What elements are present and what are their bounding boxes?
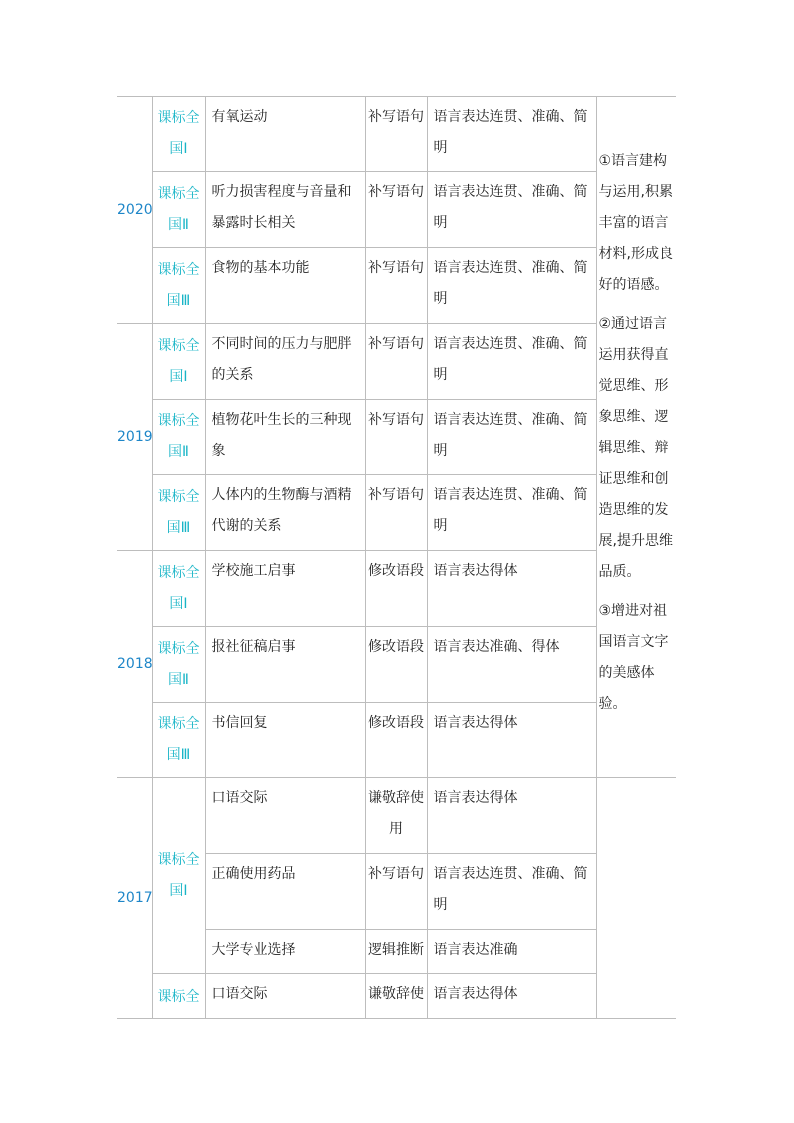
exam-analysis-table bbox=[117, 96, 676, 1019]
topic-cell: 口语交际 bbox=[205, 778, 365, 854]
table-row bbox=[117, 324, 676, 400]
source-cell: 课标全国Ⅱ bbox=[152, 172, 205, 248]
requirement-cell: 语言表达得体 bbox=[427, 703, 596, 778]
topic-cell: 食物的基本功能 bbox=[205, 248, 365, 324]
source-cell: 课标全国Ⅲ bbox=[152, 703, 205, 778]
topic-cell: 大学专业选择 bbox=[205, 930, 365, 974]
source-cell: 课标全国Ⅰ bbox=[152, 97, 205, 172]
type-cell: 补写语句 bbox=[365, 97, 427, 172]
topic-cell: 有氧运动 bbox=[205, 97, 365, 172]
goal-2: ②通过语言运用获得直觉思维、形象思维、逻辑思维、辩证思维和创造思维的发展,提升思维品质。 bbox=[598, 316, 673, 580]
goals-cell-empty bbox=[596, 778, 676, 1019]
topic-cell: 报社征稿启事 bbox=[205, 627, 365, 703]
source-cell: 课标全国Ⅱ bbox=[152, 400, 205, 475]
table-row bbox=[117, 778, 676, 854]
table-row bbox=[117, 974, 676, 1019]
table-row bbox=[117, 97, 676, 172]
table-row bbox=[117, 475, 676, 551]
type-cell: 补写语句 bbox=[365, 400, 427, 475]
topic-cell: 学校施工启事 bbox=[205, 551, 365, 627]
topic-cell: 植物花叶生长的三种现象 bbox=[205, 400, 365, 475]
year-cell: 2020 bbox=[117, 97, 152, 324]
requirement-cell: 语言表达连贯、准确、简明 bbox=[427, 172, 596, 248]
source-cell: 课标全 bbox=[152, 974, 205, 1019]
requirement-cell: 语言表达连贯、准确、简明 bbox=[427, 475, 596, 551]
type-cell: 谦敬辞使用 bbox=[365, 778, 427, 854]
table-row bbox=[117, 551, 676, 627]
table-row bbox=[117, 400, 676, 475]
requirement-cell: 语言表达连贯、准确、简明 bbox=[427, 248, 596, 324]
year-cell: 2019 bbox=[117, 324, 152, 551]
table-row bbox=[117, 627, 676, 703]
requirement-cell: 语言表达准确、得体 bbox=[427, 627, 596, 703]
topic-cell: 人体内的生物酶与酒精代谢的关系 bbox=[205, 475, 365, 551]
topic-cell: 口语交际 bbox=[205, 974, 365, 1019]
type-cell: 修改语段 bbox=[365, 703, 427, 778]
requirement-cell: 语言表达连贯、准确、简明 bbox=[427, 400, 596, 475]
topic-cell: 听力损害程度与音量和暴露时长相关 bbox=[205, 172, 365, 248]
table-row bbox=[117, 703, 676, 778]
type-cell: 补写语句 bbox=[365, 854, 427, 930]
requirement-cell: 语言表达得体 bbox=[427, 974, 596, 1019]
source-cell: 课标全国Ⅱ bbox=[152, 627, 205, 703]
type-cell: 修改语段 bbox=[365, 551, 427, 627]
source-cell: 课标全国Ⅲ bbox=[152, 248, 205, 324]
source-cell: 课标全国Ⅰ bbox=[152, 778, 205, 974]
requirement-cell: 语言表达得体 bbox=[427, 551, 596, 627]
requirement-cell: 语言表达连贯、准确、简明 bbox=[427, 324, 596, 400]
type-cell: 修改语段 bbox=[365, 627, 427, 703]
type-cell: 补写语句 bbox=[365, 324, 427, 400]
topic-cell: 不同时间的压力与肥胖的关系 bbox=[205, 324, 365, 400]
goals-cell bbox=[596, 97, 676, 778]
source-cell: 课标全国Ⅲ bbox=[152, 475, 205, 551]
goal-3: ③增进对祖国语言文字的美感体验。 bbox=[598, 603, 669, 712]
year-cell: 2018 bbox=[117, 551, 152, 778]
topic-cell: 正确使用药品 bbox=[205, 854, 365, 930]
type-cell: 谦敬辞使 bbox=[365, 974, 427, 1019]
table-row bbox=[117, 172, 676, 248]
type-cell: 补写语句 bbox=[365, 172, 427, 248]
requirement-cell: 语言表达连贯、准确、简明 bbox=[427, 97, 596, 172]
type-cell: 补写语句 bbox=[365, 248, 427, 324]
source-cell: 课标全国Ⅰ bbox=[152, 324, 205, 400]
requirement-cell: 语言表达得体 bbox=[427, 778, 596, 854]
type-cell: 补写语句 bbox=[365, 475, 427, 551]
type-cell: 逻辑推断 bbox=[365, 930, 427, 974]
topic-cell: 书信回复 bbox=[205, 703, 365, 778]
goal-1: ①语言建构与运用,积累丰富的语言材料,形成良好的语感。 bbox=[598, 153, 673, 293]
requirement-cell: 语言表达连贯、准确、简明 bbox=[427, 854, 596, 930]
source-cell: 课标全国Ⅰ bbox=[152, 551, 205, 627]
requirement-cell: 语言表达准确 bbox=[427, 930, 596, 974]
table-row bbox=[117, 248, 676, 324]
year-cell: 2017 bbox=[117, 778, 152, 1019]
